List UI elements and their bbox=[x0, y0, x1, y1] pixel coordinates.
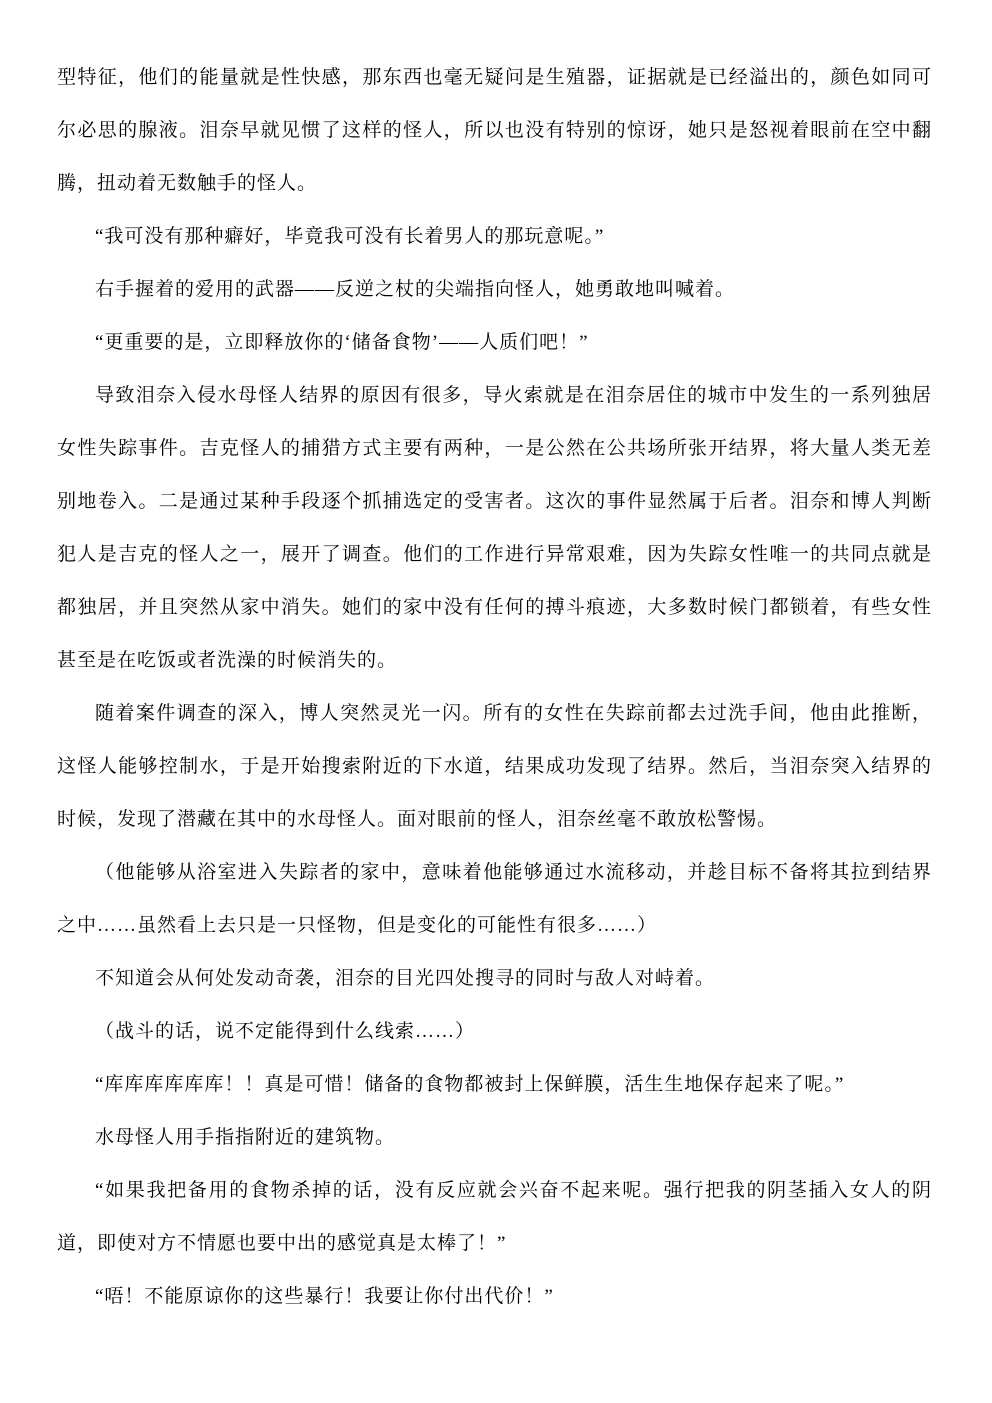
paragraph: （战斗的话，说不定能得到什么线索……） bbox=[95, 1021, 476, 1042]
paragraph: 右手握着的爱用的武器——反逆之杖的尖端指向怪人，她勇敢地叫喊着。 bbox=[95, 279, 736, 300]
paragraph: “我可没有那种癖好，毕竟我可没有长着男人的那玩意呢。” bbox=[95, 226, 605, 247]
paragraph: “库库库库库库！！真是可惜！储备的食物都被封上保鲜膜，活生生地保存起来了呢。” bbox=[95, 1074, 845, 1095]
paragraph: （他能够从浴室进入失踪者的家中，意味着他能够通过水流移动，并趁目标不备将其拉到结界之中……虽然看上去只是一只怪物，但是变化的可能性有很多……） bbox=[57, 862, 932, 936]
paragraph: “唔！不能原谅你的这些暴行！我要让你付出代价！” bbox=[95, 1286, 554, 1307]
paragraph: “更重要的是，立即释放你的‘储备食物’——人质们吧！” bbox=[95, 332, 589, 353]
paragraph: 随着案件调查的深入，博人突然灵光一闪。所有的女性在失踪前都去过洗手间，他由此推断，这怪人能够控制水，于是开始搜索附近的下水道，结果成功发现了结界。然后，当泪奈突入结界的时候，发现了潜藏在其中的水母怪人。面对眼前的怪人，泪奈丝毫不敢放松警惕。 bbox=[57, 703, 932, 830]
paragraph: “如果我把备用的食物杀掉的话，没有反应就会兴奋不起来呢。强行把我的阴茎插入女人的阴道，即使对方不情愿也要中出的感觉真是太棒了！” bbox=[57, 1180, 932, 1254]
paragraph: 型特征，他们的能量就是性快感，那东西也毫无疑问是生殖器，证据就是已经溢出的，颜色如同可尔必思的腺液。泪奈早就见惯了这样的怪人，所以也没有特别的惊讶，她只是怒视着眼前在空中翻腾，扭动着无数触手的怪人。 bbox=[57, 67, 932, 194]
paragraph: 导致泪奈入侵水母怪人结界的原因有很多，导火索就是在泪奈居住的城市中发生的一系列独居女性失踪事件。吉克怪人的捕猎方式主要有两种，一是公然在公共场所张开结界，将大量人类无差别地卷入。二是通过某种手段逐个抓捕选定的受害者。这次的事件显然属于后者。泪奈和博人判断犯人是吉克的怪人之一，展开了调查。他们的工作进行异常艰难，因为失踪女性唯一的共同点就是都独居，并且突然从家中消失。她们的家中没有任何的搏斗痕迹，大多数时候门都锁着，有些女性甚至是在吃饭或者洗澡的时候消失的。 bbox=[57, 385, 932, 671]
paragraph: 水母怪人用手指指附近的建筑物。 bbox=[95, 1127, 396, 1148]
paragraph: 不知道会从何处发动奇袭，泪奈的目光四处搜寻的同时与敌人对峙着。 bbox=[95, 968, 716, 989]
